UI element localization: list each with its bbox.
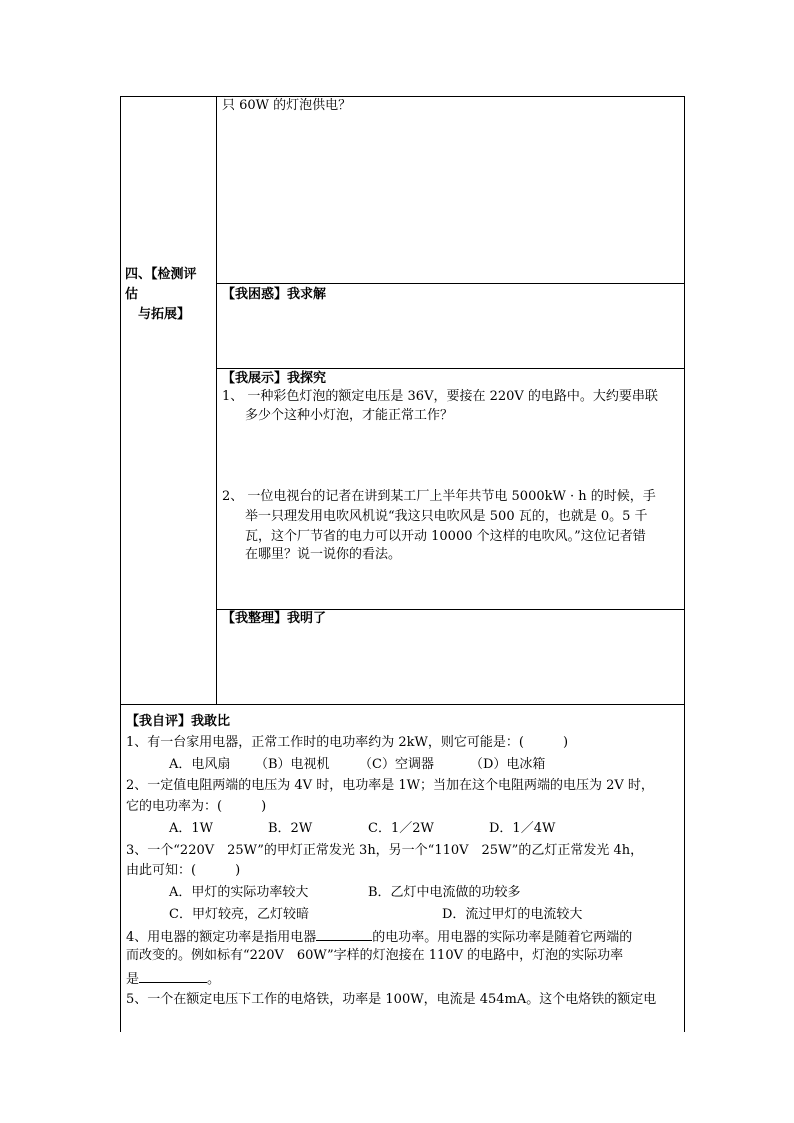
question-1: 1、有一台家用电器，正常工作时的电功率约为 2kW，则它可能是：( ) (126, 735, 569, 750)
question-4-line (126, 968, 220, 990)
question-3-line: 3、一个“220V 25W”的甲灯正常发光 3h，另一个“110V 25W”的乙灯正常发光 4h， (126, 843, 644, 858)
showcase-q1-line: 1、 一种彩色灯泡的额定电压是 36V，要接在 220V 的电路中。大约要串联 (222, 389, 658, 404)
section-label-line: 估 (125, 287, 139, 302)
option-3c: C．甲灯较亮，乙灯较暗 (169, 907, 309, 922)
question-2-line: 它的电功率为：( ) (126, 799, 267, 814)
row-divider-4 (120, 704, 685, 705)
confusion-heading: 【我困惑】我求解 (222, 287, 327, 302)
showcase-heading: 【我展示】我探究 (222, 371, 327, 386)
showcase-q2-line: 在哪里？说一说你的看法。 (245, 547, 402, 562)
showcase-q2-line: 瓦，这个厂节省的电力可以开动 10000 个这样的电吹风。”这位记者错 (245, 529, 646, 544)
self-eval-heading: 【我自评】我敢比 (126, 714, 231, 729)
option-2b: B．2W (268, 821, 313, 836)
section-label-line: 四、【检测评 (125, 267, 197, 282)
option-1c: （C）空调器 (359, 757, 434, 772)
section-label (125, 265, 217, 325)
option-1a: A．电风扇 (169, 757, 231, 772)
top-cell-text: 只 60W 的灯泡供电？ (222, 98, 352, 113)
section-label-line: 与拓展】 (138, 307, 191, 322)
question-4-text: 4、用电器的额定功率是指用电器 (126, 930, 317, 945)
showcase-q2-line: 2、 一位电视台的记者在讲到某工厂上半年共节电 5000kW · h 的时候，手 (222, 489, 656, 504)
answer-blank[interactable] (316, 926, 372, 941)
showcase-q2-line: 举一只理发用电吹风机说“我这只电吹风是 500 瓦的，也就是 0。5 千 (245, 509, 648, 524)
question-5: 5、一个在额定电压下工作的电烙铁，功率是 100W，电流是 454mA。这个电烙铁的额定电 (126, 992, 657, 1007)
answer-blank[interactable] (139, 968, 207, 983)
question-4-text: 。 (207, 972, 221, 987)
option-2c: C．1／2W (368, 821, 434, 836)
question-4-line (126, 926, 632, 948)
question-4-text: 是 (126, 972, 140, 987)
option-3d: D．流过甲灯的电流较大 (442, 907, 583, 922)
question-2-line: 2、一定值电阻两端的电压为 4V 时，电功率是 1W；当加在这个电阻两端的电压为 2V 时， (126, 778, 654, 793)
organize-heading: 【我整理】我明了 (222, 611, 327, 626)
question-3-line: 由此可知：( ) (126, 863, 241, 878)
option-2d: D．1／4W (489, 821, 556, 836)
option-2a: A．1W (169, 821, 214, 836)
column-divider (216, 96, 217, 704)
option-3b: B．乙灯中电流做的功较多 (368, 885, 521, 900)
question-4-line: 而改变的。例如标有“220V 60W”字样的灯泡接在 110V 的电路中，灯泡的实际功率 (126, 948, 624, 963)
option-1b: （B）电视机 (255, 757, 330, 772)
option-3a: A．甲灯的实际功率较大 (169, 885, 309, 900)
option-1d: （D）电冰箱 (470, 757, 546, 772)
question-4-text: 的电功率。用电器的实际功率是随着它两端的 (372, 930, 633, 945)
row-divider-1 (216, 283, 685, 284)
showcase-q1-line: 多少个这种小灯泡，才能正常工作？ (245, 408, 454, 423)
